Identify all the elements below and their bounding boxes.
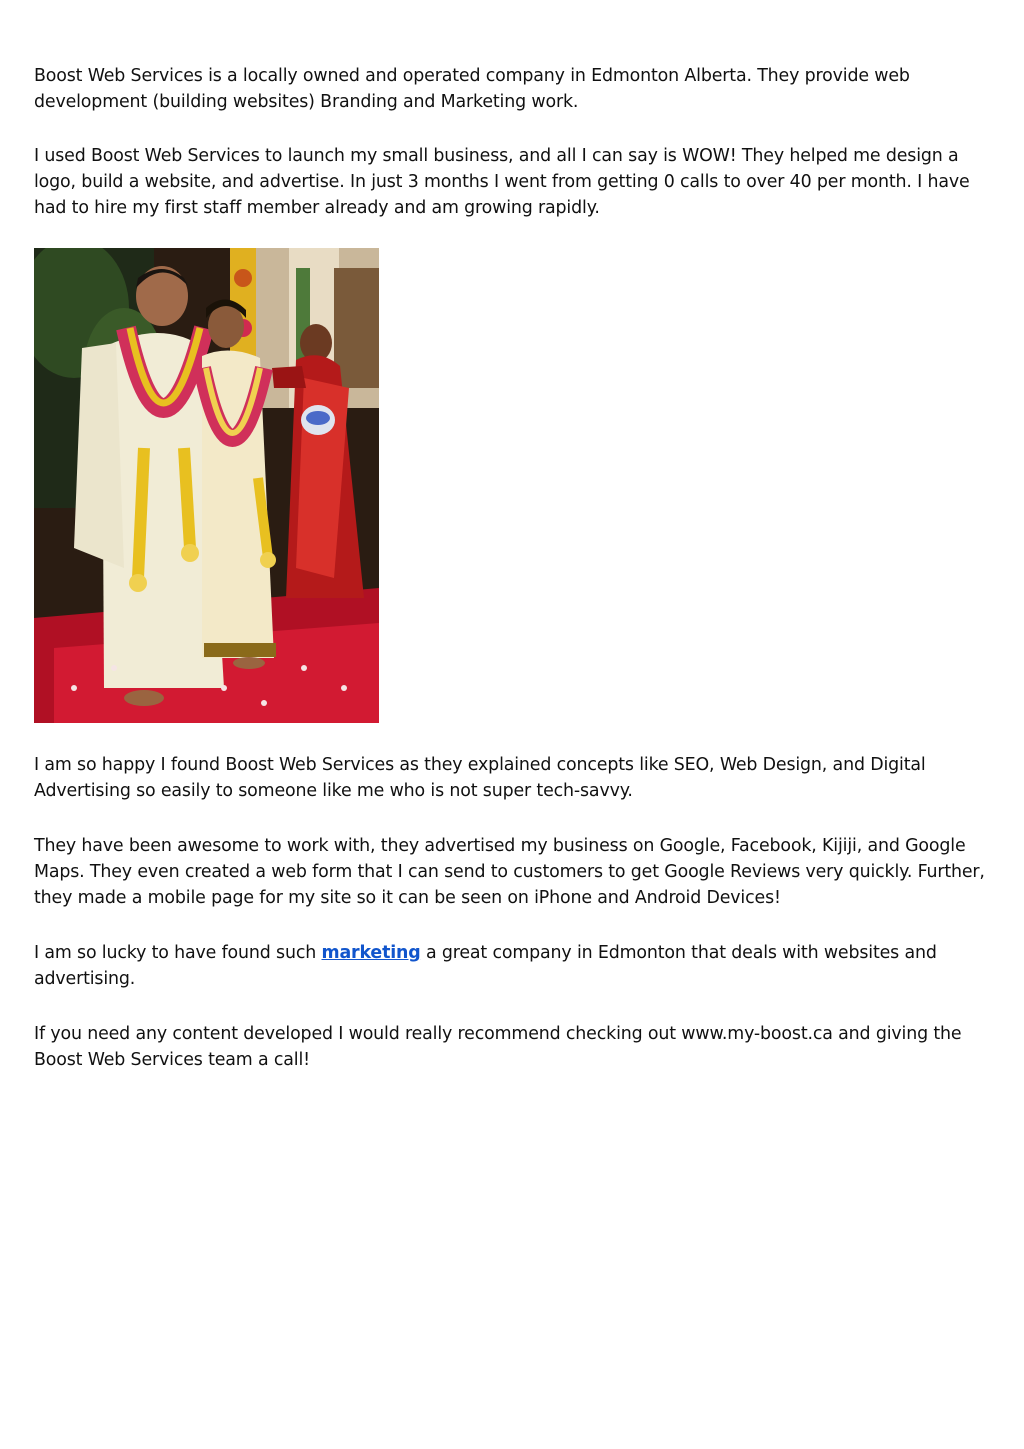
paragraph-recommend: If you need any content developed I would really recommend checking out www.my-boost.ca and giving the Boost Web Services team a call! [34,1024,962,1070]
article-body [34,63,994,1102]
paragraph-lucky-text-before: I am so lucky to have found such [34,943,322,963]
paragraph-testimonial: I used Boost Web Services to launch my small business, and all I can say is WOW! They helped me design a logo, build a website, and advertise. In just 3 months I went from getting 0 calls to over 40 per month. I have had to hire my first staff member already and am growing rapidly. [34,146,970,218]
paragraph-happy: I am so happy I found Boost Web Services as they explained concepts like SEO, Web Design, and Digital Advertising so easily to someone like me who is not super tech-savvy. [34,755,926,801]
paragraph-lucky-text-after: a great company in Edmonton that deals with websites and advertising. [34,943,937,989]
paragraph-intro: Boost Web Services is a locally owned and operated company in Edmonton Alberta. They provide web development (building websites) Branding and Marketing work. [34,66,910,112]
paragraph-advertising: They have been awesome to work with, they advertised my business on Google, Facebook, Kijiji, and Google Maps. They even created a web form that I can send to customers to get Google Reviews very quickly. Further, they made a mobile page for my site so it can be seen on iPhone and Android Devices! [34,836,985,908]
wedding-photo [34,248,379,723]
marketing-link[interactable]: marketing [321,943,421,963]
paragraph-lucky [34,940,994,992]
